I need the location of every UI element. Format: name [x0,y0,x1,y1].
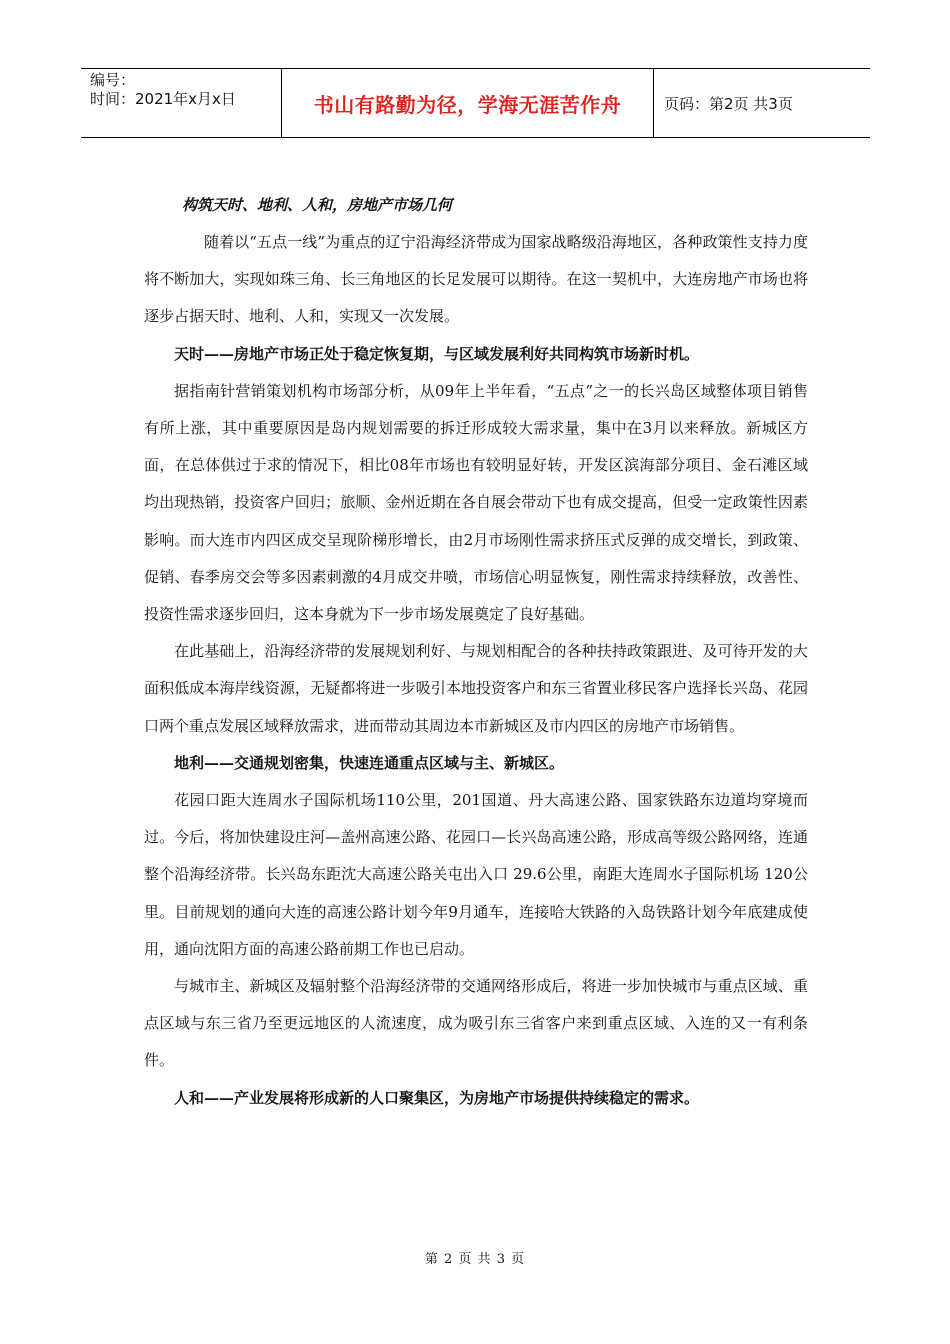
number-label: 编号： [90,71,136,89]
header-motto: 书山有路勤为径，学海无涯苦作舟 [282,69,654,137]
page-footer: 第 2 页 共 3 页 [424,1252,526,1267]
paragraph-intro: 随着以“五点一线”为重点的辽宁沿海经济带成为国家战略级沿海地区，各种政策性支持力度将不断加大，实现如珠三角、长三角地区的长足发展可以期待。在这一契机中，大连房地产市场也将逐步占据天时、地利、人和，实现又一次发展。 [144,233,808,326]
paragraph-transport: 花园口距大连周水子国际机场110公里，201国道、丹大高速公路、国家铁路东边道均穿境而过。今后，将加快建设庄河—盖州高速公路、花园口—长兴岛高速公路，形成高等级公路网络，连通整个沿海经济带。长兴岛东距沈大高速公路关屯出入口 29.6公里，南距大连周水子国际机场 120公里。目前规划的通向大连的高速公路计划今年9月通车，连接哈大铁路的入岛铁路计划今年底建成使用，通向沈阳方面的高速公路前期工作也已启动。 [144,791,808,958]
document-title: 构筑天时、地利、人和，房地产市场几何 [182,196,453,214]
document-body [144,186,808,1117]
paragraph-coastal-basis: 在此基础上，沿海经济带的发展规划利好、与规划相配合的各种扶持政策跟进、及可待开发的大面积低成本海岸线资源，无疑都将进一步吸引本地投资客户和东三省置业移民客户选择长兴岛、花园口两个重点发展区域释放需求，进而带动其周边本市新城区及市内四区的房地产市场销售。 [144,642,808,735]
page-header [81,68,870,138]
heading-tianshi: 天时——房地产市场正处于稳定恢复期，与区域发展利好共同构筑市场新时机。 [174,344,700,363]
paragraph-network: 与城市主、新城区及辐射整个沿海经济带的交通网络形成后，将进一步加快城市与重点区域、重点区域与东三省乃至更远地区的人流速度，成为吸引东三省客户来到重点区域、入连的又一有利条件。 [144,977,808,1070]
heading-renhe: 人和——产业发展将形成新的人口聚集区，为房地产市场提供持续稳定的需求。 [174,1088,700,1107]
heading-dili: 地利——交通规划密集，快速连通重点区域与主、新城区。 [174,753,565,772]
paragraph-market-analysis: 据指南针营销策划机构市场部分析，从09年上半年看，“五点”之一的长兴岛区域整体项目销售有所上涨，其中重要原因是岛内规划需要的拆迁形成较大需求量，集中在3月以来释放。新城区方面，在总体供过于求的情况下，相比08年市场也有较明显好转，开发区滨海部分项目、金石滩区域均出现热销，投资客户回归；旅顺、金州近期在各自展会带动下也有成交提高，但受一定政策性因素影响。而大连市内四区成交呈现阶梯形增长，由2月市场刚性需求挤压式反弹的成交增长，到政策、促销、春季房交会等多因素刺激的4月成交井喷，市场信心明显恢复，刚性需求持续释放，改善性、投资性需求逐步回归，这本身就为下一步市场发展奠定了良好基础。 [144,381,808,624]
header-page-info: 页码：第2页 共3页 [664,94,793,113]
time-label: 时间：2021年x月x日 [90,90,236,108]
header-meta [81,69,282,137]
